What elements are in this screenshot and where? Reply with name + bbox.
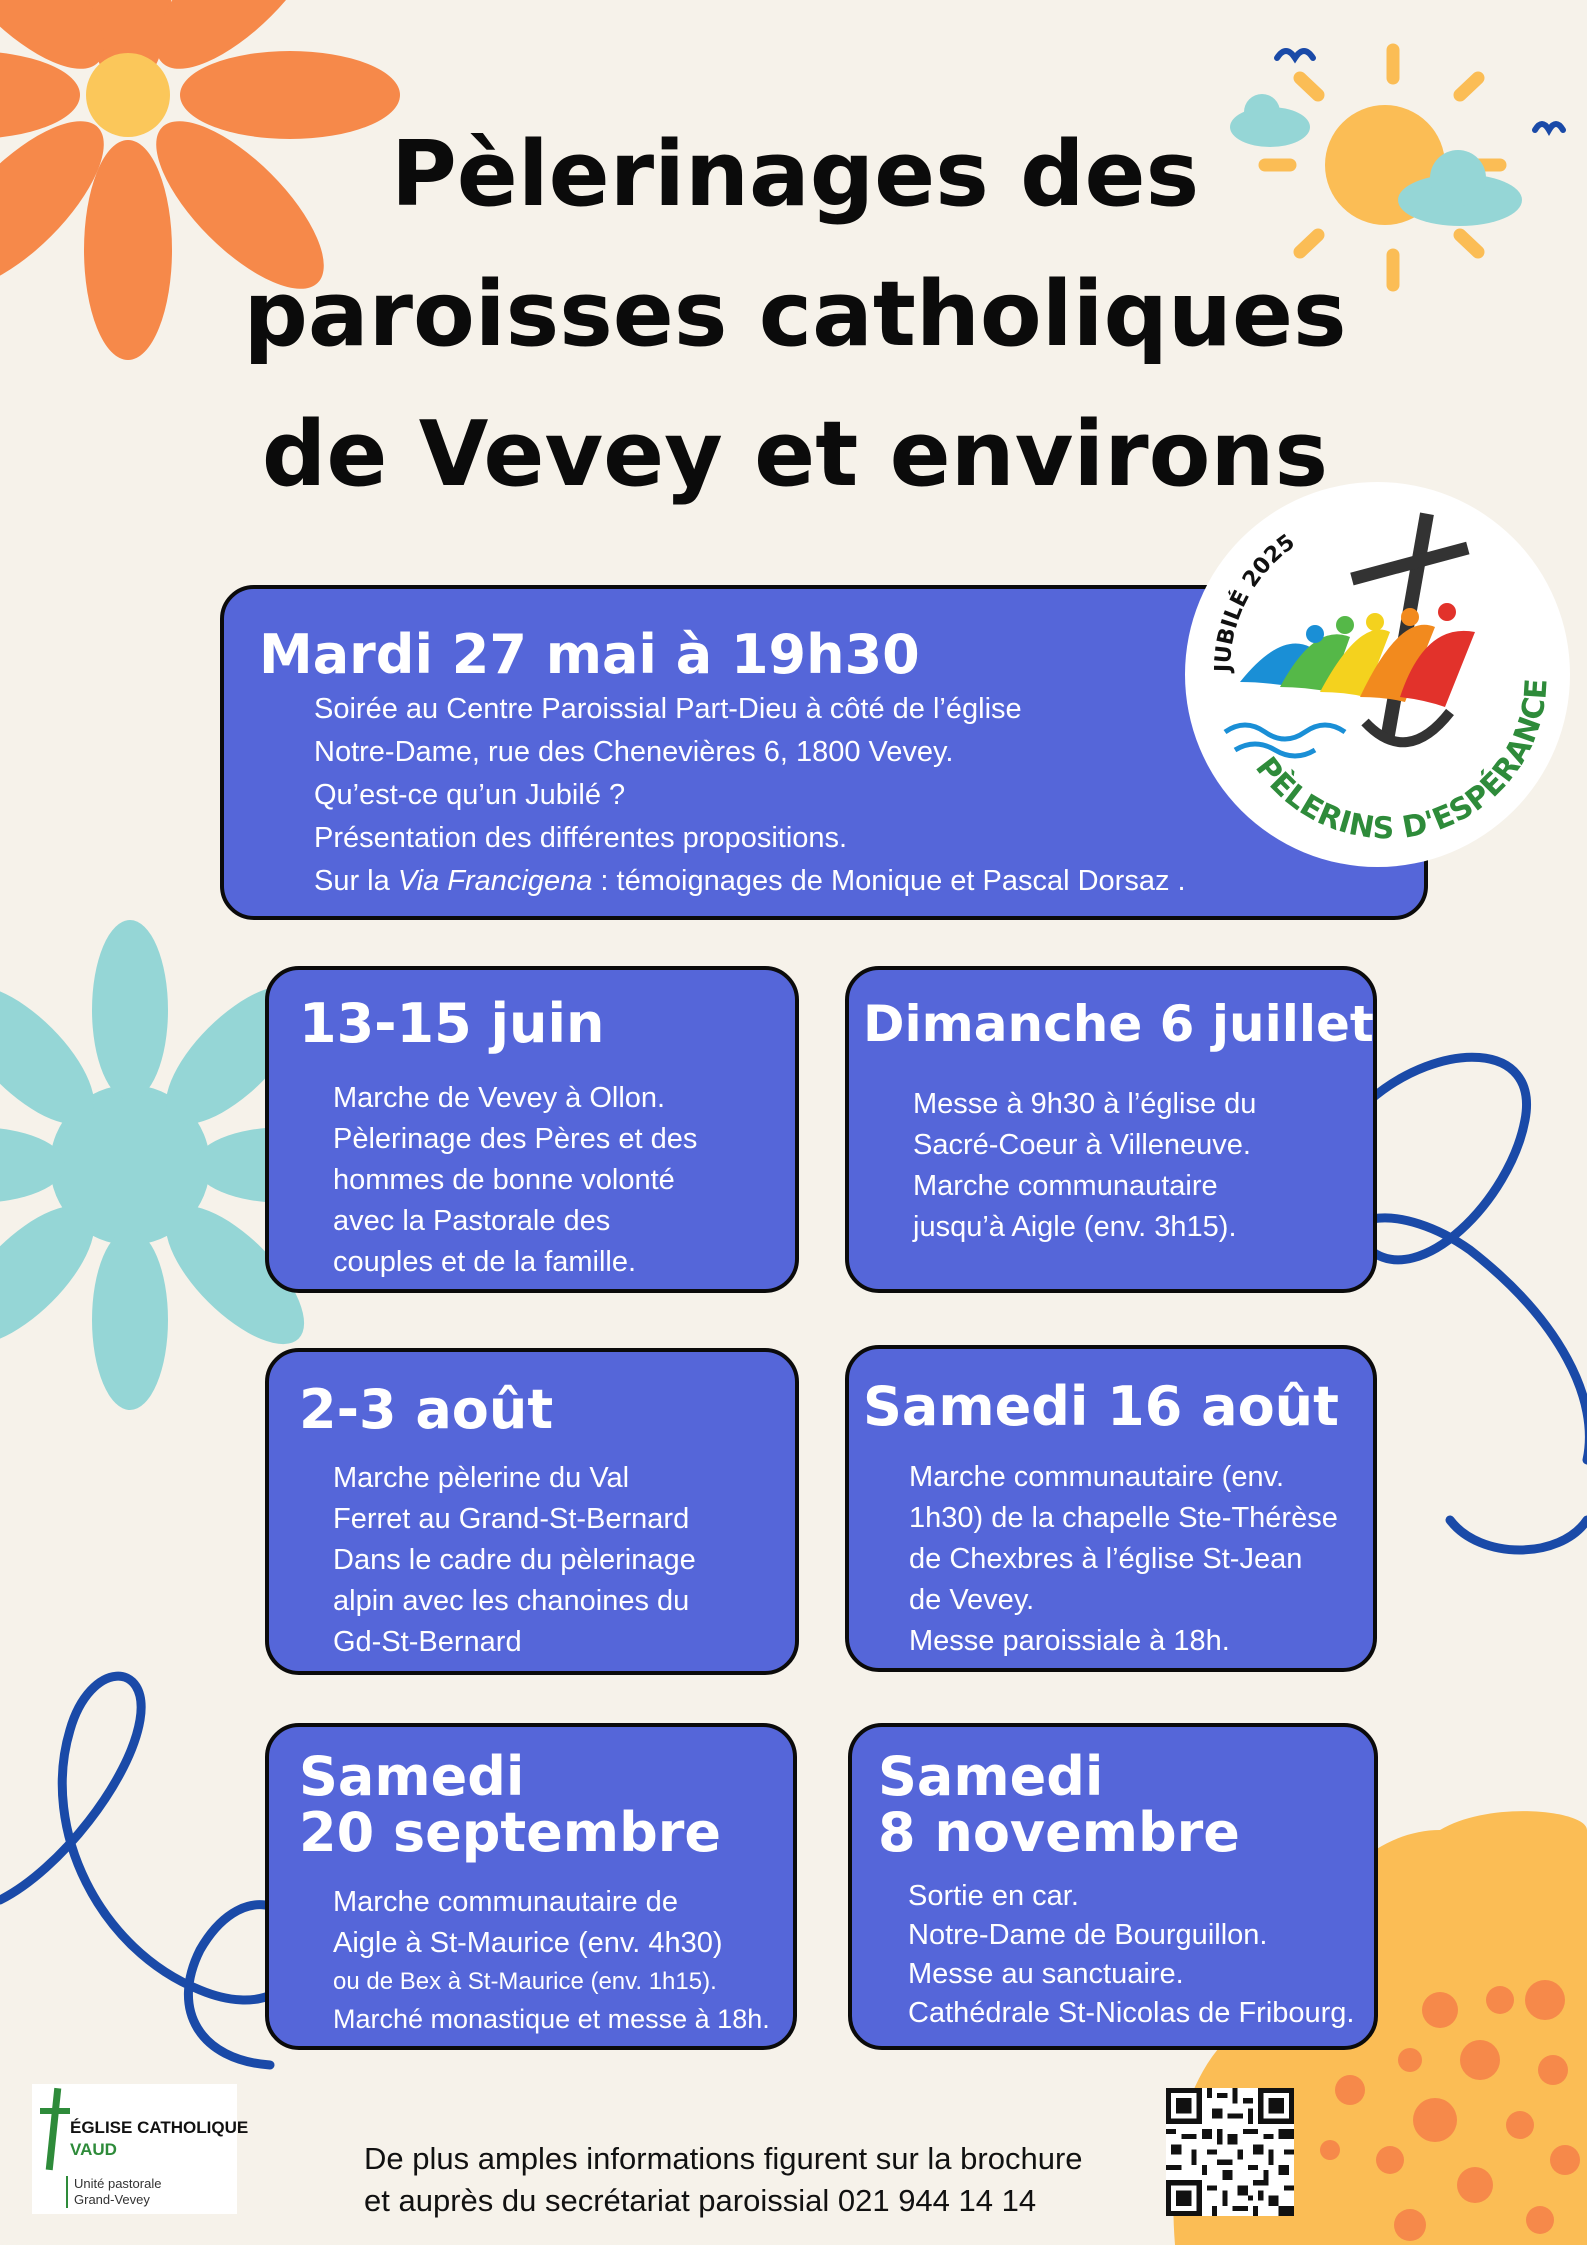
event-description [908,1877,1354,2033]
event-heading-line: Samedi [299,1745,525,1808]
footer-info [364,2138,1083,2222]
event-line: Qu’est-ce qu’un Jubilé ? [314,779,626,811]
event-description [314,689,1186,902]
event-line: Messe au sanctuaire. [908,1958,1184,1990]
event-line: Notre-Dame, rue des Chenevières 6, 1800 Vevey. [314,736,954,768]
event-line: Pèlerinage des Pères et des [333,1123,698,1155]
event-line: Marché monastique et messe à 18h. [333,2004,770,2034]
title-line: Pèlerinages des [390,122,1200,227]
event-line: Dans le cadre du pèlerinage [333,1544,696,1576]
event-heading [299,1745,721,1864]
event-line: Cathédrale St-Nicolas de Fribourg. [908,1997,1355,2029]
event-card-juin [265,966,799,1293]
waves-icon [1225,725,1345,756]
event-description [909,1457,1338,1662]
pilgrims-icon [1240,603,1475,707]
event-description [333,1458,696,1663]
loop-decoration-left [0,1676,300,2065]
footer-line: et auprès du secrétariat paroissial 021 944 14 14 [364,2183,1037,2218]
event-heading: 2-3 août [299,1378,554,1441]
event-heading-line: 8 novembre [878,1801,1240,1864]
event-line: alpin avec les chanoines du [333,1585,690,1617]
event-line: Marche communautaire de [333,1886,678,1918]
event-line: Aigle à St-Maurice (env. 4h30) [333,1927,723,1959]
event-line: couples et de la famille. [333,1246,637,1278]
event-line: Ferret au Grand-St-Bernard [333,1503,690,1535]
event-line: Marche communautaire [913,1170,1218,1202]
event-line-part: : témoignages de Monique et Pascal Dorsaz . [592,865,1186,897]
event-line: Messe à 9h30 à l’église du [913,1088,1257,1120]
event-description [913,1084,1256,1248]
event-description [333,1078,697,1283]
event-heading-line: Samedi [878,1745,1104,1808]
event-line: Marche de Vevey à Ollon. [333,1082,666,1114]
event-line: ou de Bex à St-Maurice (env. 1h15). [333,1968,717,1995]
event-card-aout [265,1348,799,1675]
event-line: Sortie en car. [908,1880,1079,1912]
event-line: avec la Pastorale des [333,1205,611,1237]
event-line [314,861,1186,902]
event-heading: Dimanche 6 juillet [863,995,1374,1053]
footer-line: De plus amples informations figurent sur la brochure [364,2141,1083,2176]
event-line: hommes de bonne volonté [333,1164,675,1196]
badge-bottom-text: PÈLERINS D'ESPÉRANCE [1248,677,1555,847]
event-heading-line: 20 septembre [299,1801,721,1864]
event-card-novembre [848,1723,1378,2050]
event-line: de Vevey. [909,1584,1035,1616]
via-francigena-text: Via Francigena [397,865,593,897]
eglise-catholique-logo [32,2084,249,2214]
title-line: de Vevey et environs [261,402,1329,507]
event-line: de Chexbres à l’église St-Jean [909,1543,1303,1575]
event-line: Marche communautaire (env. [909,1461,1285,1493]
logo-line: Grand-Vevey [74,2192,150,2207]
event-heading: Samedi 16 août [863,1375,1339,1438]
badge-top-text: JUBILÉ 2025 [1210,529,1300,673]
event-heading [878,1745,1240,1864]
event-card-juillet [845,966,1377,1293]
event-heading: 13-15 juin [299,992,605,1055]
logo-line: VAUD [70,2140,117,2159]
event-line: jusqu’à Aigle (env. 3h15). [913,1211,1237,1243]
flower-center [86,53,170,137]
event-line: Soirée au Centre Paroissial Part-Dieu à côté de l’église [314,693,1022,725]
event-card-septembre [265,1723,797,2050]
event-line: Notre-Dame de Bourguillon. [908,1919,1268,1951]
event-line: Présentation des différentes propositions. [314,822,848,854]
event-line-part: Sur la [314,865,398,897]
title-line: paroisses catholiques [243,262,1347,367]
event-heading: Mardi 27 mai à 19h30 [259,623,920,686]
qr-code-icon[interactable] [1166,2088,1294,2216]
logo-line: Unité pastorale [74,2176,162,2191]
event-card-16-aout [845,1345,1377,1672]
event-line: 1h30) de la chapelle Ste-Thérèse [909,1502,1338,1534]
event-line: Gd-St-Bernard [333,1626,522,1658]
event-description [333,1882,770,2038]
loop-decoration-right [1358,1057,1587,1550]
jubilee-logo-badge [1185,482,1570,867]
page-title [240,105,1350,525]
event-line: Sacré-Coeur à Villeneuve. [913,1129,1251,1161]
event-line: Messe paroissiale à 18h. [909,1625,1230,1657]
event-line: Marche pèlerine du Val [333,1462,630,1494]
logo-line: ÉGLISE CATHOLIQUE [70,2118,249,2137]
jubilee-logo-icon [1185,482,1570,867]
logo-subtitle [66,2176,224,2208]
